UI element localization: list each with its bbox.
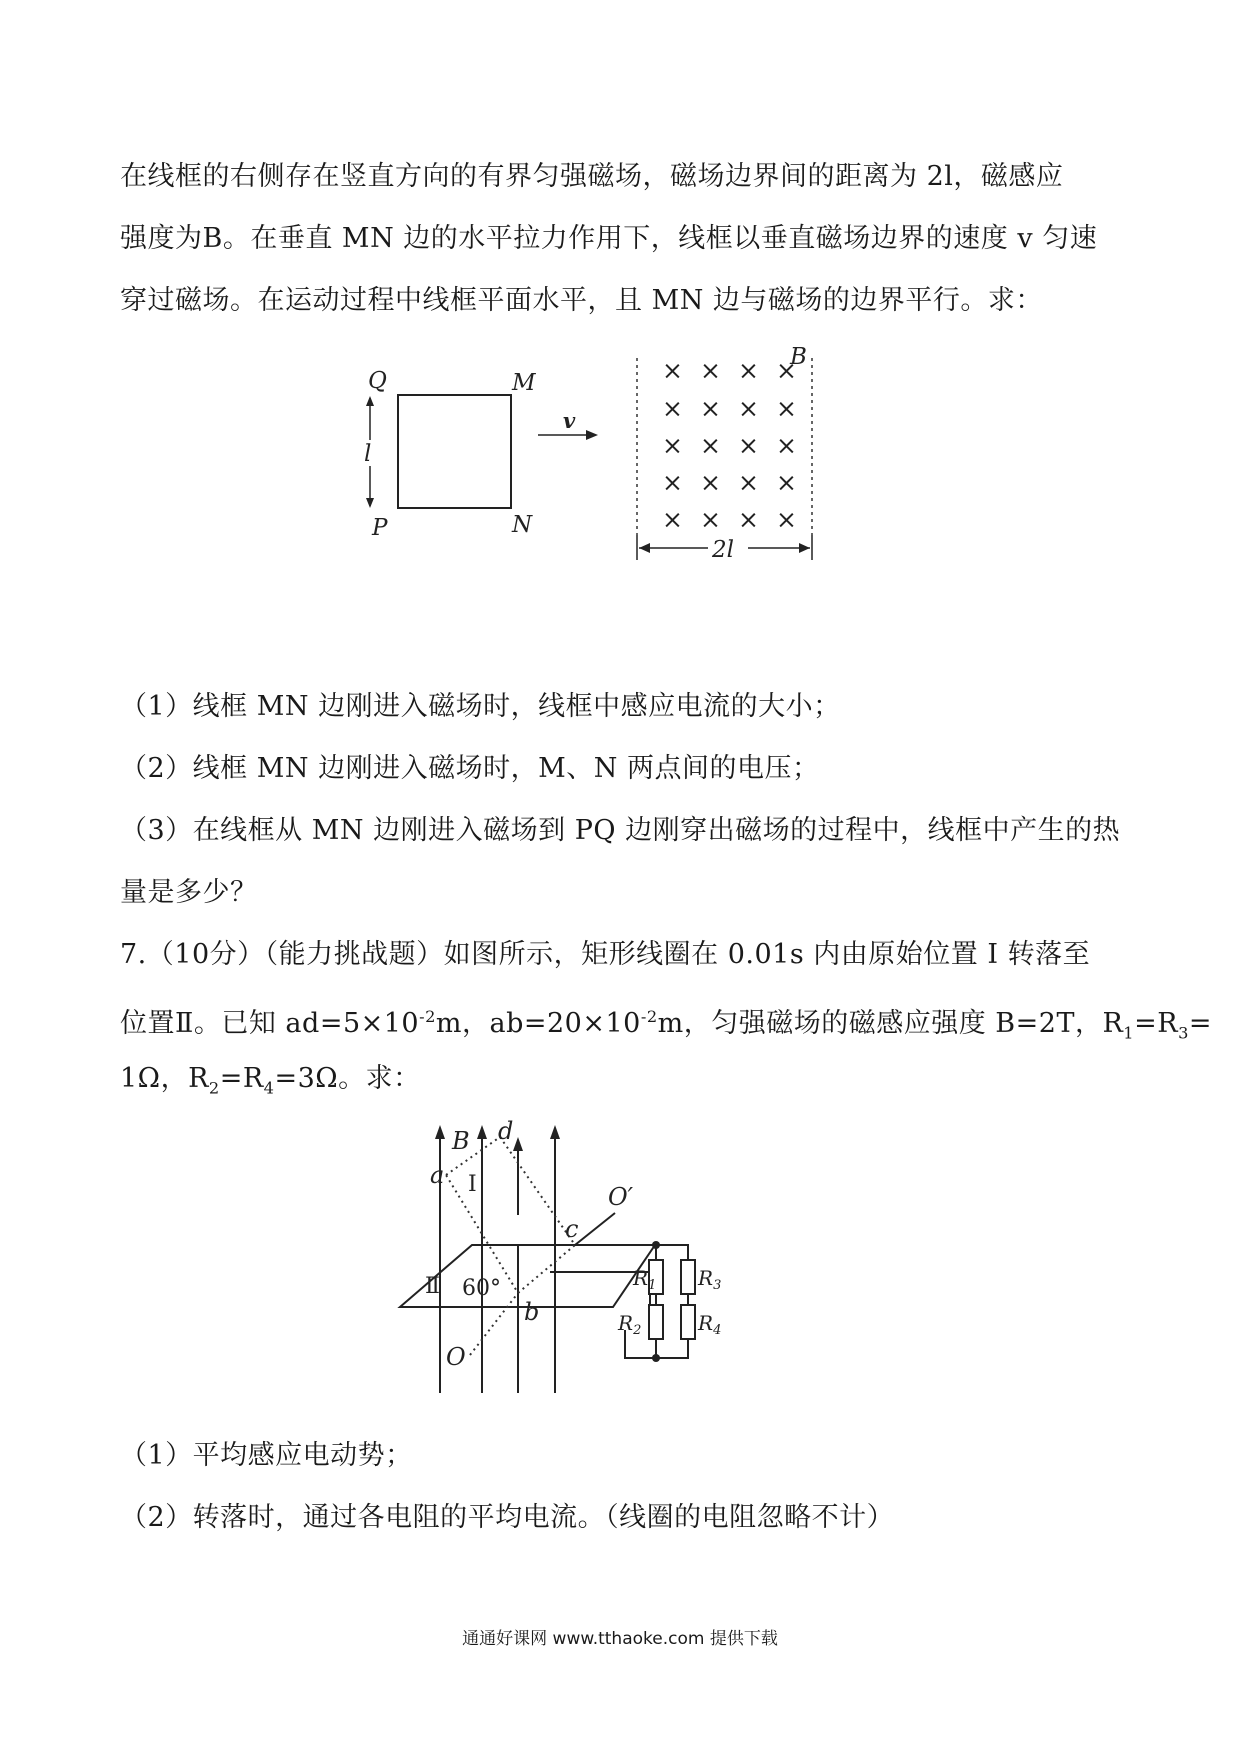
arrowhead xyxy=(366,498,374,508)
arrowhead xyxy=(639,543,650,553)
figure-square-loop-magnetic-field xyxy=(364,344,860,640)
arrowhead xyxy=(513,1137,523,1151)
label-p: P xyxy=(372,515,388,541)
problem7-statement xyxy=(120,924,1212,1110)
label-i: I xyxy=(468,1172,477,1197)
cross-mark: × xyxy=(738,394,759,423)
resistor-r3 xyxy=(681,1260,695,1294)
question-3-cont: 量是多少？ xyxy=(120,877,258,908)
question-7-2: （2）转落时，通过各电阻的平均电流。（线圈的电阻忽略不计） xyxy=(120,1502,895,1533)
label-l: l xyxy=(364,441,372,467)
cross-mark: × xyxy=(700,356,721,385)
resistor-r2 xyxy=(649,1305,663,1339)
cross-mark: × xyxy=(738,468,759,497)
text-line: 7.（10分）（能力挑战题）如图所示，矩形线圈在 0.01s 内由原始位置 I 转落至 xyxy=(120,939,1091,970)
junction-dot xyxy=(652,1241,660,1249)
cross-mark: × xyxy=(700,431,721,460)
label-o-prime: O′ xyxy=(608,1183,634,1211)
axis-oo-prime xyxy=(470,1293,518,1355)
label-r4: $R_4$ xyxy=(698,1311,722,1338)
text-line: 在线框的右侧存在竖直方向的有界匀强磁场，磁场边界间的距离为 2l，磁感应 xyxy=(120,161,1064,192)
cross-mark: × xyxy=(738,505,759,534)
page-footer: 通通好课网 www.tthaoke.com 提供下载 xyxy=(462,1629,778,1649)
label-o: O xyxy=(446,1343,466,1371)
resistor-r4 xyxy=(681,1305,695,1339)
arrowhead xyxy=(477,1125,487,1139)
cross-mark: × xyxy=(662,431,683,460)
label-2l: 2l xyxy=(712,537,734,563)
label-ii: Ⅱ xyxy=(425,1274,440,1299)
field-crosses xyxy=(662,356,797,534)
question-2: （2）线框 MN 边刚进入磁场时，M、N 两点间的电压； xyxy=(120,753,820,784)
arrowhead xyxy=(550,1125,560,1139)
label-r1: $R_1$ xyxy=(633,1266,657,1293)
label-b-corner: b xyxy=(524,1298,540,1326)
cross-mark: × xyxy=(662,356,683,385)
cross-mark: × xyxy=(776,468,797,497)
question-3: （3）在线框从 MN 边刚进入磁场到 PQ 边刚穿出磁场的过程中，线框中产生的热 xyxy=(120,815,1121,846)
cross-mark: × xyxy=(738,356,759,385)
arrowhead xyxy=(435,1125,445,1139)
cross-mark: × xyxy=(776,431,797,460)
cross-mark: × xyxy=(662,468,683,497)
label-r2: $R_2$ xyxy=(618,1311,642,1338)
arrowhead xyxy=(366,396,374,406)
arrowhead xyxy=(799,543,810,553)
cross-mark: × xyxy=(700,468,721,497)
cross-mark: × xyxy=(776,394,797,423)
cross-mark: × xyxy=(776,505,797,534)
intro-paragraph xyxy=(120,146,1130,332)
text-line: 位置Ⅱ。已知 $ad=5\times 10^{-2}m$，$ab=20\times 10^{-2}m$，匀强磁场的磁感应强度 B=2T，$R_1=R_3=$ xyxy=(120,1007,1212,1043)
label-c: c xyxy=(565,1215,579,1243)
label-a: a xyxy=(430,1161,445,1189)
label-d: d xyxy=(498,1117,514,1145)
junction-dot xyxy=(652,1354,660,1362)
label-q: Q xyxy=(368,368,387,394)
cross-mark: × xyxy=(700,505,721,534)
label-60-degrees: 60° xyxy=(462,1276,501,1301)
label-v: v xyxy=(563,408,576,433)
question-7-1: （1）平均感应电动势； xyxy=(120,1440,413,1471)
question-1: （1）线框 MN 边刚进入磁场时，线框中感应电流的大小； xyxy=(120,691,841,722)
axis-oo-prime xyxy=(575,1213,615,1245)
label-r3: $R_3$ xyxy=(698,1266,722,1293)
cross-mark: × xyxy=(662,394,683,423)
label-m: M xyxy=(512,370,536,396)
label-n: N xyxy=(512,512,533,538)
problem7-questions xyxy=(120,1425,1130,1549)
problem6-questions xyxy=(120,676,1130,924)
cross-mark: × xyxy=(738,431,759,460)
cross-mark: × xyxy=(700,394,721,423)
arrowhead xyxy=(586,430,598,440)
label-b: B xyxy=(790,344,807,370)
square-loop xyxy=(398,395,511,508)
text-line: 1Ω，$R_2=R_4=3\Omega$。求： xyxy=(120,1063,421,1098)
cross-mark: × xyxy=(662,505,683,534)
text-line: 穿过磁场。在运动过程中线框平面水平，且 MN 边与磁场的边界平行。求： xyxy=(120,285,1043,316)
text-line: 强度为B。在垂直 MN 边的水平拉力作用下，线框以垂直磁场边界的速度 v 匀速 xyxy=(120,223,1098,254)
cross-mark: × xyxy=(776,356,797,385)
label-b-field: B xyxy=(452,1127,470,1155)
figure-rotating-coil-circuit xyxy=(425,1117,840,1415)
